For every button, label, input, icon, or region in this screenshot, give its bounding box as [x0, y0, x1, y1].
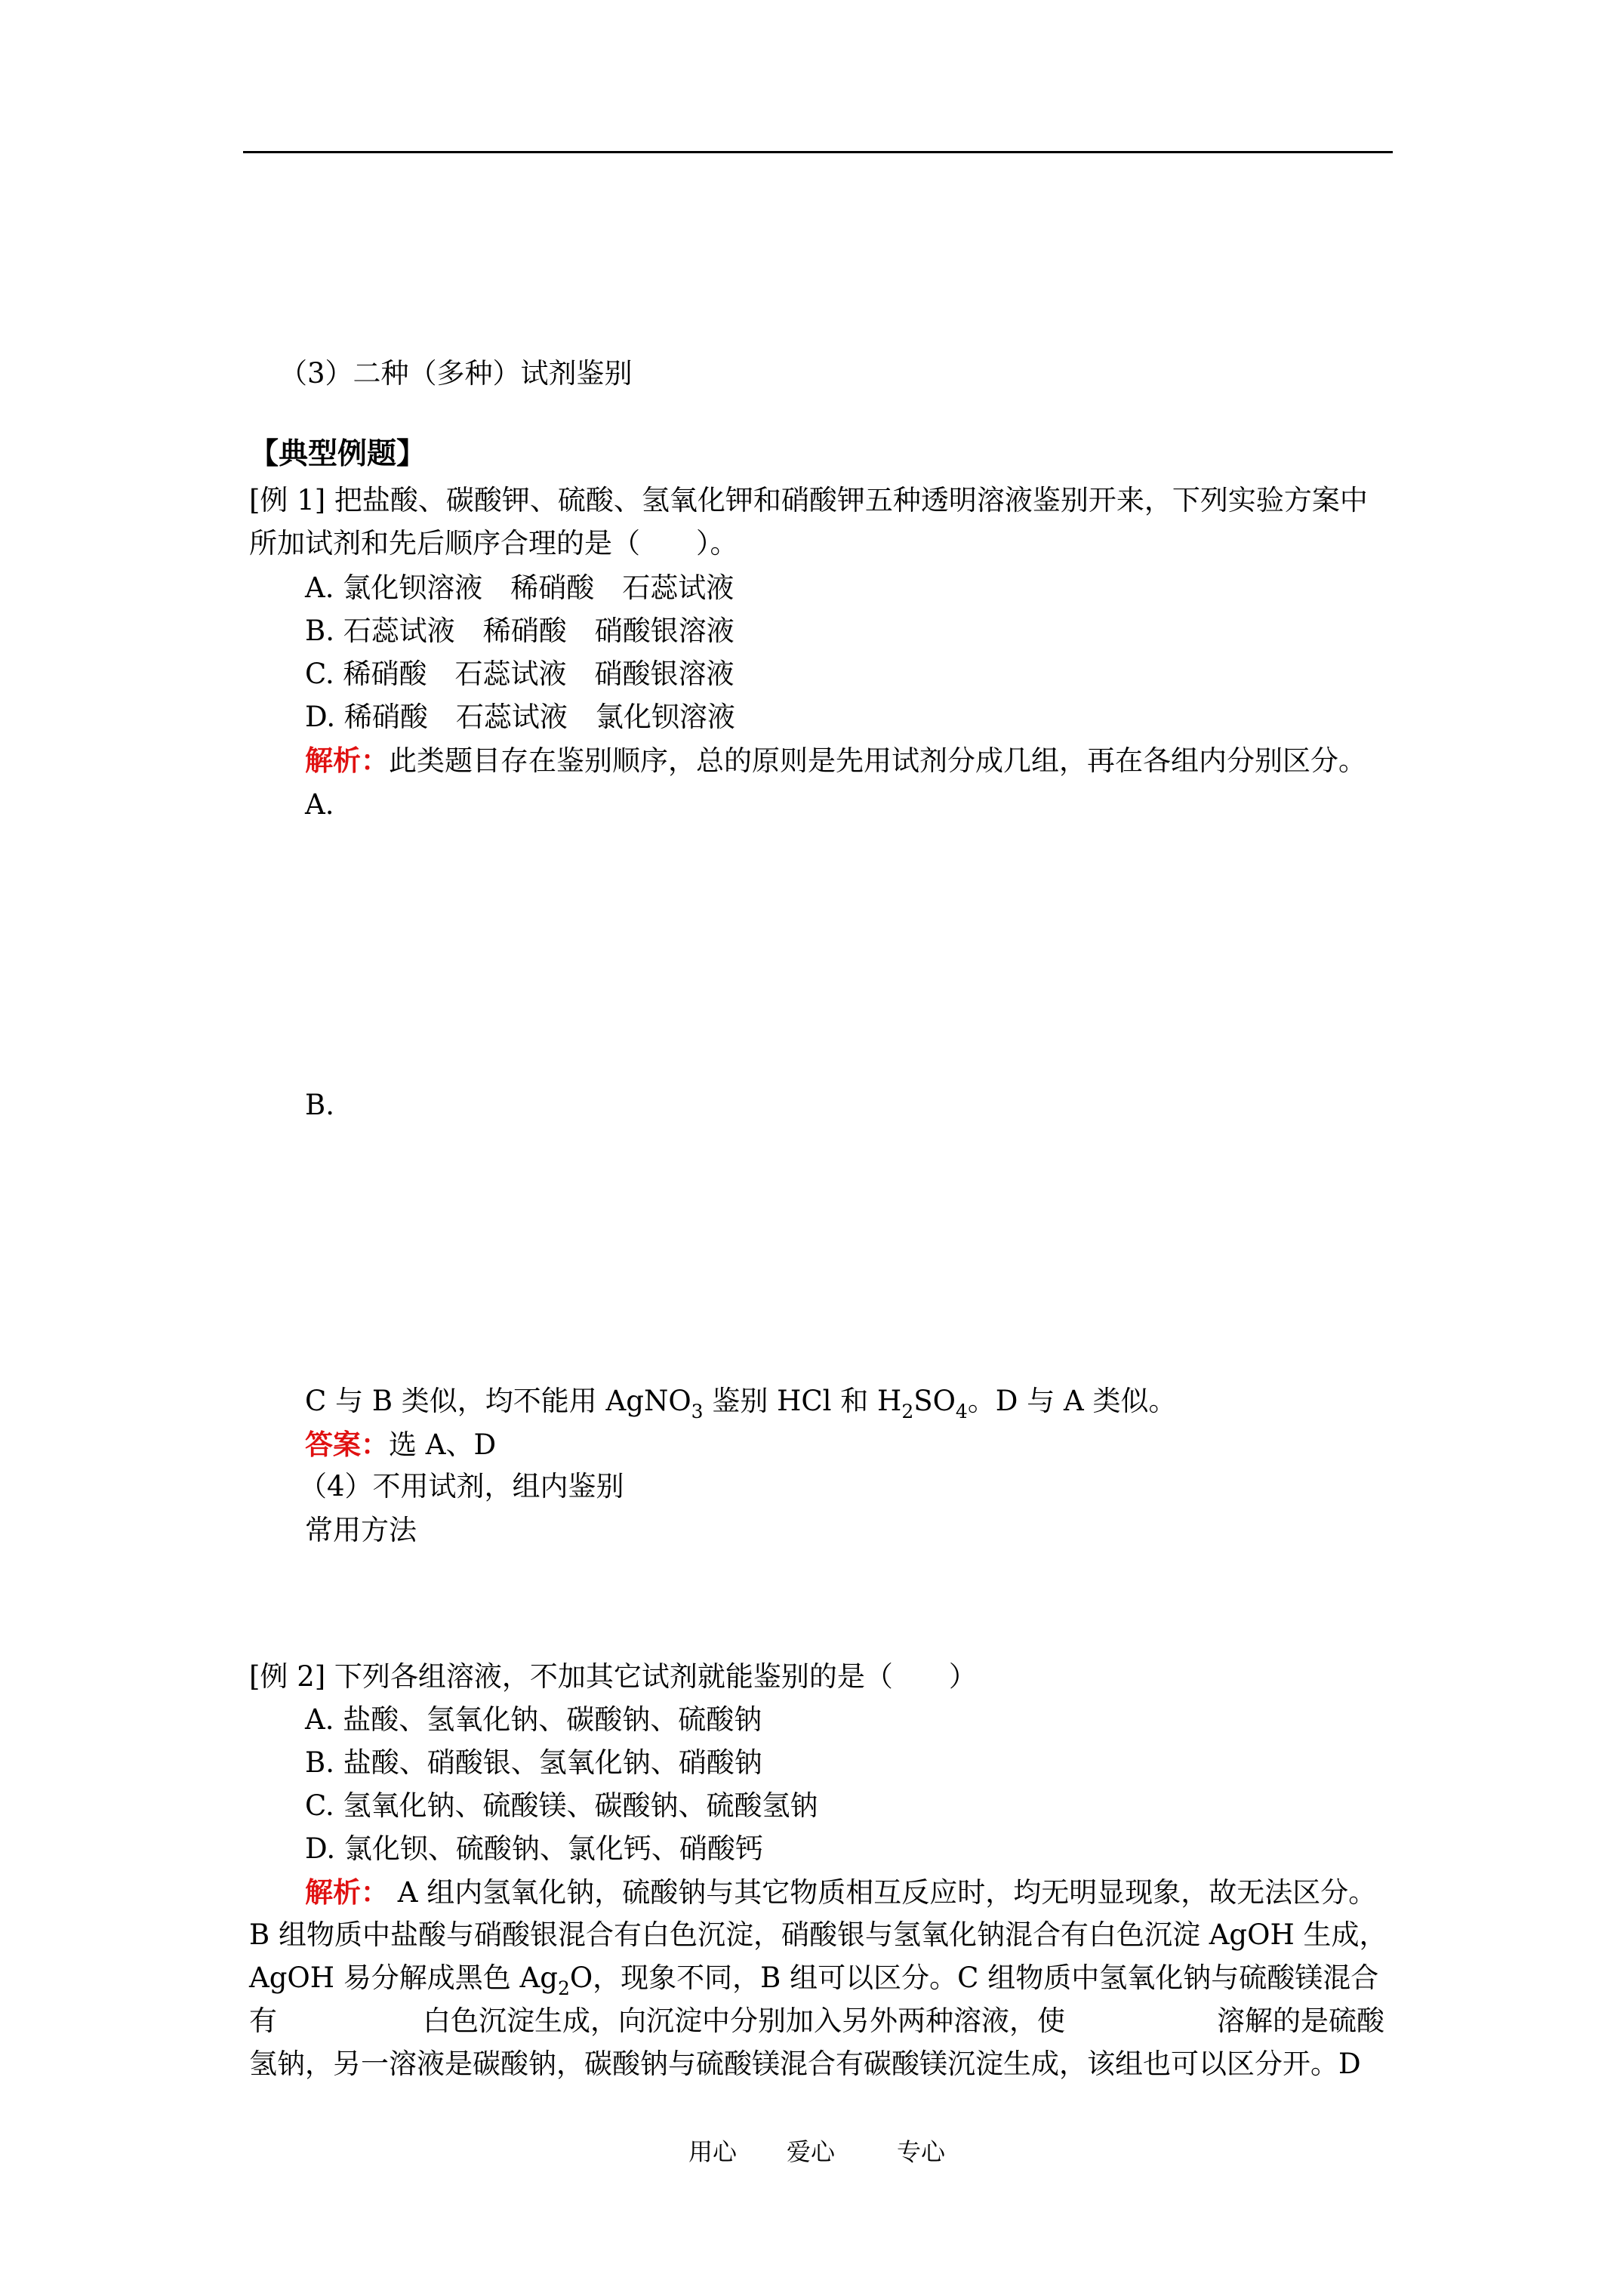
example-1-answer	[305, 1427, 496, 1462]
example-1-option-b: B. 石蕊试液 稀硝酸 硝酸银溶液	[305, 615, 735, 647]
example-2-analysis-label: 解析：	[305, 1875, 389, 1909]
c-line-text-1: C 与 B 类似，均不能用 AgNO	[305, 1385, 691, 1417]
example-2-analysis-line-3	[249, 1961, 1378, 1999]
example-2-analysis-text-3b: O，现象不同，B 组可以区分。C 组物质中氢氧化钠与硫酸镁混合	[569, 1962, 1379, 1994]
answer-text: 选 A、D	[389, 1428, 497, 1461]
example-2-option-b: B. 盐酸、硝酸银、氢氧化钠、硝酸钠	[305, 1746, 762, 1779]
c-line-text-4: 。D 与 A 类似。	[967, 1385, 1177, 1417]
c-line-text-2: 鉴别 HCl 和 H	[703, 1385, 902, 1417]
common-methods: 常用方法	[305, 1514, 417, 1546]
example-2-analysis-sub-3: 2	[557, 1977, 570, 1999]
example-2-analysis-line-4c: 溶解的是硫酸	[1217, 2005, 1384, 2037]
example-1-option-c: C. 稀硝酸 石蕊试液 硝酸银溶液	[305, 658, 735, 690]
example-1-option-a: A. 氯化钡溶液 稀硝酸 石蕊试液	[305, 572, 735, 604]
example-2-option-d: D. 氯化钡、硫酸钠、氯化钙、硝酸钙	[305, 1832, 763, 1865]
example-1-option-d: D. 稀硝酸 石蕊试液 氯化钡溶液	[305, 701, 735, 733]
example-1-analysis	[305, 743, 1366, 778]
example-2-analysis-line-5: 氢钠，另一溶液是碳酸钠，碳酸钠与硫酸镁混合有碳酸镁沉淀生成，该组也可以区分开。D	[249, 2048, 1361, 2080]
example-2-option-c: C. 氢氧化钠、硫酸镁、碳酸钠、硫酸氢钠	[305, 1789, 818, 1822]
typical-examples-heading: 【典型例题】	[249, 436, 427, 471]
example-1-line-1: [例 1] 把盐酸、碳酸钾、硫酸、氢氧化钾和硝酸钾五种透明溶液鉴别开来，下列实验方案中	[249, 484, 1368, 516]
example-2-analysis-line-1	[305, 1875, 1376, 1910]
example-2-line-1: [例 2] 下列各组溶液，不加其它试剂就能鉴别的是（ ）	[249, 1660, 977, 1693]
example-2-analysis-line-4b: 白色沉淀生成，向沉淀中分别加入另外两种溶液，使	[423, 2005, 1065, 2037]
section-4-title: （4）不用试剂，组内鉴别	[299, 1470, 624, 1502]
c-line-text-3: SO	[913, 1385, 956, 1417]
example-2-analysis-text-1: A 组内氢氧化钠，硫酸钠与其它物质相互反应时，均无明显现象，故无法区分。	[389, 1876, 1377, 1909]
example-2-option-a: A. 盐酸、氢氧化钠、碳酸钠、硫酸钠	[305, 1703, 762, 1736]
c-line-sub-2: 2	[901, 1401, 914, 1422]
footer-text-2: 爱心	[787, 2137, 836, 2166]
analysis-c-line	[305, 1384, 1176, 1422]
example-2-analysis-line-2: B 组物质中盐酸与硝酸银混合有白色沉淀，硝酸银与氢氧化钠混合有白色沉淀 AgOH 生成，	[249, 1918, 1387, 1951]
analysis-label-b: B.	[305, 1089, 334, 1121]
example-2-analysis-text-3a: AgOH 易分解成黑色 Ag	[249, 1962, 558, 1994]
analysis-label: 解析：	[305, 744, 389, 777]
example-2-analysis-line-4a: 有	[249, 2005, 277, 2037]
analysis-text: 此类题目存在鉴别顺序，总的原则是先用试剂分成几组，再在各组内分别区分。	[389, 744, 1366, 777]
header-rule	[243, 151, 1393, 153]
section-3-title: （3）二种（多种）试剂鉴别	[279, 357, 633, 390]
analysis-label-a: A.	[305, 788, 334, 821]
footer-text-1: 用心	[688, 2137, 738, 2166]
example-1-line-2: 所加试剂和先后顺序合理的是（ ）。	[249, 527, 738, 559]
c-line-sub-1: 3	[691, 1401, 704, 1422]
answer-label: 答案：	[305, 1428, 389, 1461]
footer-text-3: 专心	[897, 2137, 946, 2166]
c-line-sub-3: 4	[955, 1401, 968, 1422]
